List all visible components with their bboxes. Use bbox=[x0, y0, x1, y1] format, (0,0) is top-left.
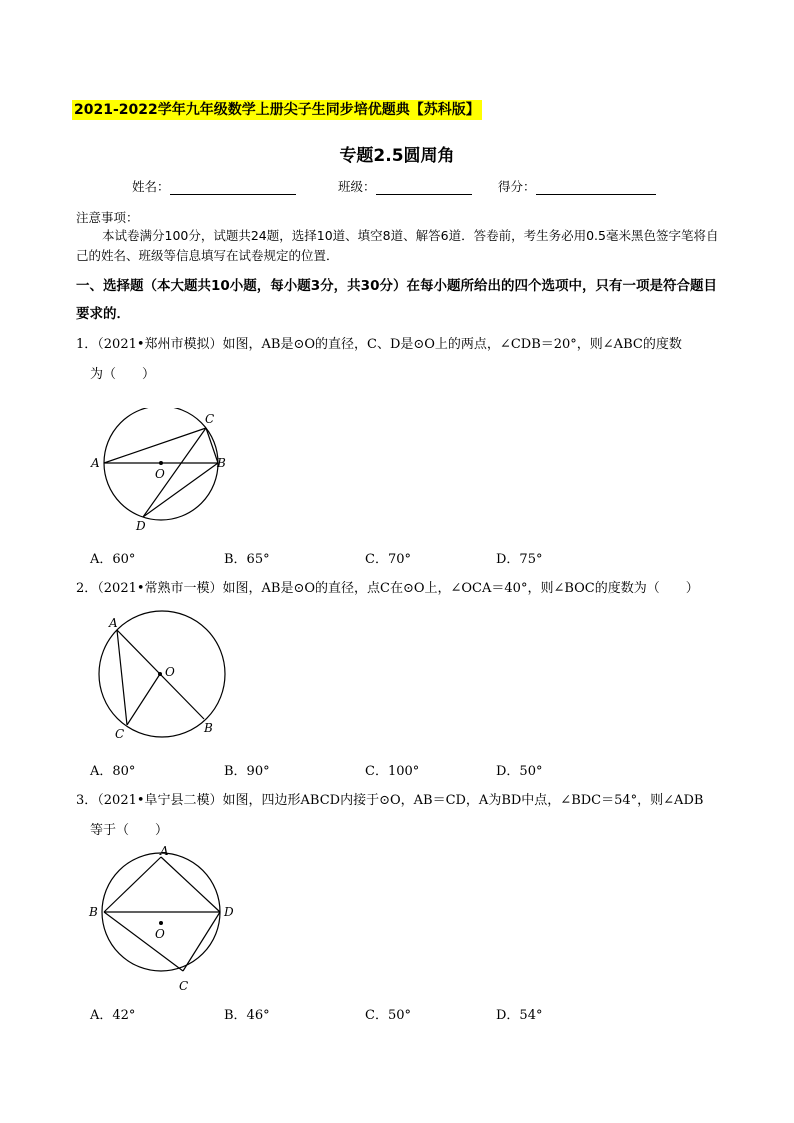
question-3-text-cont: 等于（ ） bbox=[90, 823, 169, 838]
label-o: O bbox=[155, 927, 165, 941]
notes-heading: 注意事项： bbox=[76, 210, 139, 225]
label-d: D bbox=[224, 905, 234, 919]
label-b: B bbox=[204, 721, 213, 735]
label-a: A bbox=[160, 845, 169, 858]
chord-ab bbox=[104, 857, 161, 912]
center-dot bbox=[158, 672, 162, 676]
q2-option-c[interactable]: C．100° bbox=[365, 764, 420, 779]
center-dot bbox=[159, 461, 163, 465]
label-o: O bbox=[155, 467, 165, 481]
class-label: 班级： bbox=[338, 179, 376, 194]
section-heading: 一、选择题（本大题共10小题，每小题3分，共30分）在每小题所给出的四个选项中，只有一项是符合题目要求的． bbox=[76, 278, 717, 322]
question-2-text: 2．（2021•常熟市一模）如图，AB是⊙O的直径，点C在⊙O上，∠OCA＝40°，则∠BOC的度数为（ ） bbox=[76, 581, 699, 596]
notes-body: 本试卷满分100分，试题共24题，选择10道、填空8道、解答6道．答卷前，考生务必用0.5毫米黑色签字笔将自己的姓名、班级等信息填写在试卷规定的位置． bbox=[76, 228, 719, 263]
question-3-figure bbox=[86, 845, 246, 995]
q3-option-a[interactable]: A．42° bbox=[90, 1008, 136, 1023]
label-a: A bbox=[91, 456, 100, 470]
label-d: D bbox=[136, 519, 146, 533]
name-label: 姓名： bbox=[132, 179, 170, 194]
class-blank bbox=[376, 180, 472, 195]
q3-option-d[interactable]: D．54° bbox=[496, 1008, 543, 1023]
page-title: 专题2.5圆周角 bbox=[339, 146, 455, 166]
q3-option-b[interactable]: B．46° bbox=[224, 1008, 270, 1023]
chord-bc bbox=[104, 912, 183, 971]
center-dot bbox=[159, 921, 163, 925]
q2-option-a[interactable]: A．80° bbox=[90, 764, 136, 779]
chord-cd bbox=[183, 912, 220, 971]
question-1-text-cont: 为（ ） bbox=[90, 367, 156, 382]
q1-option-d[interactable]: D．75° bbox=[496, 552, 543, 567]
name-field bbox=[132, 177, 296, 195]
score-field bbox=[498, 177, 656, 195]
q1-option-c[interactable]: C．70° bbox=[365, 552, 411, 567]
q1-option-a[interactable]: A．60° bbox=[90, 552, 136, 567]
label-o: O bbox=[165, 665, 175, 679]
q2-option-b[interactable]: B．90° bbox=[224, 764, 270, 779]
chord-ad bbox=[161, 857, 220, 912]
question-3-text: 3．（2021•阜宁县二模）如图，四边形ABCD内接于⊙O，AB＝CD，A为BD中点，∠BDC＝54°，则∠ADB bbox=[76, 793, 704, 808]
chord-ac bbox=[117, 630, 127, 725]
label-c: C bbox=[179, 979, 189, 993]
question-1-figure bbox=[86, 408, 236, 538]
label-b: B bbox=[217, 456, 226, 470]
question-3 bbox=[76, 786, 726, 846]
name-blank bbox=[170, 180, 296, 195]
series-title: 2021-2022学年九年级数学上册尖子生同步培优题典【苏科版】 bbox=[74, 102, 480, 118]
score-blank bbox=[536, 180, 656, 195]
q1-option-b[interactable]: B．65° bbox=[224, 552, 270, 567]
chord-cd bbox=[143, 428, 206, 517]
question-2 bbox=[76, 574, 726, 604]
segment-oc bbox=[127, 674, 160, 725]
label-a: A bbox=[109, 616, 118, 630]
class-field bbox=[338, 177, 472, 195]
question-1-text: 1．（2021•郑州市模拟）如图，AB是⊙O的直径，C、D是⊙O上的两点，∠CDB＝20°，则∠ABC的度数 bbox=[76, 337, 682, 352]
question-2-figure bbox=[92, 610, 242, 745]
q3-option-c[interactable]: C．50° bbox=[365, 1008, 411, 1023]
label-c: C bbox=[205, 412, 215, 426]
q2-option-d[interactable]: D．50° bbox=[496, 764, 543, 779]
score-label: 得分： bbox=[498, 179, 536, 194]
chord-ac bbox=[104, 428, 206, 463]
label-c: C bbox=[115, 727, 125, 741]
question-1 bbox=[76, 330, 726, 390]
label-b: B bbox=[89, 905, 98, 919]
